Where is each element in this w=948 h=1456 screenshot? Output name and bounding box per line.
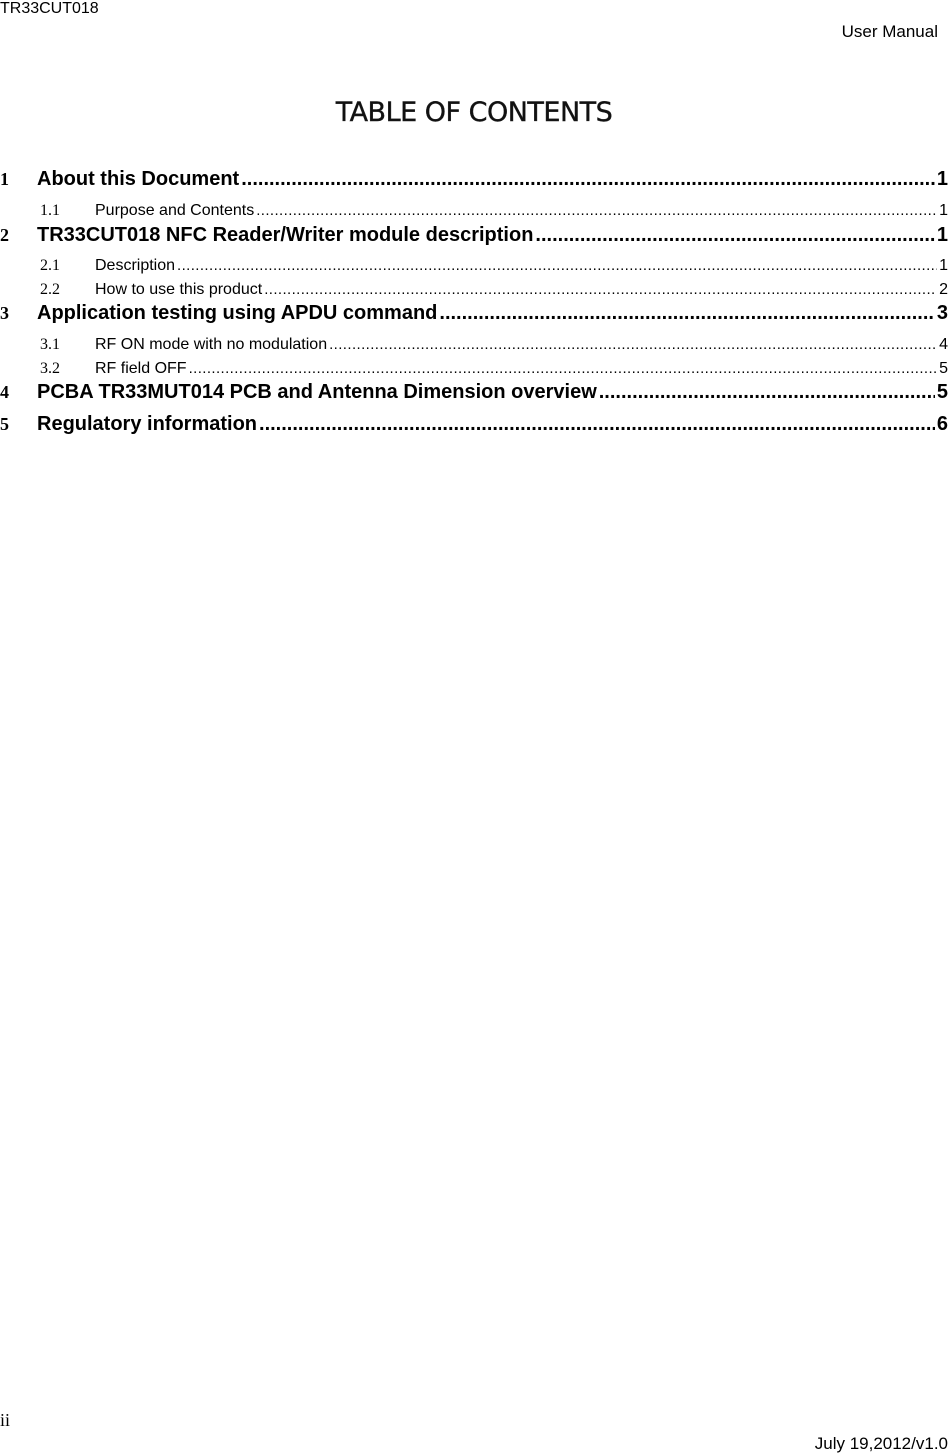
toc-entry-page: 5 bbox=[936, 381, 948, 403]
toc-entry-3-1[interactable] bbox=[0, 336, 948, 356]
toc-entry-page: 2 bbox=[939, 281, 948, 298]
toc-entry-label: Purpose and Contents bbox=[95, 202, 255, 219]
toc-entry-number: 2.2 bbox=[40, 281, 60, 298]
toc-entry-number: 5 bbox=[0, 414, 9, 434]
toc-entry-2-1[interactable] bbox=[0, 257, 948, 277]
page-title-text: TABLE OF CONTENTS bbox=[335, 97, 613, 128]
header-doc-type: User Manual bbox=[841, 22, 938, 41]
toc-entry-number: 2 bbox=[0, 225, 9, 245]
toc-entry-5[interactable] bbox=[0, 413, 948, 437]
toc-entry-page: 1 bbox=[939, 257, 948, 274]
toc-leader-dots bbox=[241, 168, 935, 191]
toc-entry-number: 1 bbox=[0, 169, 9, 189]
page-title bbox=[0, 96, 948, 130]
toc-entry-label: Description bbox=[95, 257, 176, 274]
toc-entry-label: RF ON mode with no modulation bbox=[95, 336, 328, 353]
toc-entry-2-2[interactable] bbox=[0, 281, 948, 301]
toc-entry-label: RF field OFF bbox=[95, 360, 187, 377]
toc-leader-dots bbox=[256, 202, 937, 219]
toc-entry-number: 4 bbox=[0, 382, 9, 402]
toc-leader-dots bbox=[599, 381, 935, 404]
toc-entry-page: 3 bbox=[936, 302, 948, 324]
toc-entry-number: 3.2 bbox=[40, 360, 60, 377]
toc-entry-page: 6 bbox=[936, 413, 948, 435]
toc-leader-dots bbox=[329, 336, 937, 353]
toc-entry-label: PCBA TR33MUT014 PCB and Antenna Dimension overview bbox=[37, 381, 597, 403]
toc-entry-label: TR33CUT018 NFC Reader/Writer module description bbox=[37, 224, 534, 246]
toc-entry-page: 1 bbox=[939, 202, 948, 219]
toc-leader-dots bbox=[535, 224, 934, 247]
toc-leader-dots bbox=[189, 360, 938, 377]
toc-leader-dots bbox=[177, 257, 937, 274]
toc-entry-label: Application testing using APDU command bbox=[37, 302, 438, 324]
toc-leader-dots bbox=[259, 413, 935, 436]
toc-entry-label: How to use this product bbox=[95, 281, 263, 298]
toc-entry-label: Regulatory information bbox=[37, 413, 258, 435]
toc-leader-dots bbox=[439, 302, 934, 325]
toc-entry-page: 1 bbox=[936, 168, 948, 190]
toc-entry-page: 4 bbox=[939, 336, 948, 353]
footer-date-version: July 19,2012/v1.0 bbox=[814, 1434, 948, 1453]
toc-entry-page: 5 bbox=[939, 360, 948, 377]
toc-entry-label: About this Document bbox=[37, 168, 240, 190]
header-doc-id: TR33CUT018 bbox=[0, 0, 99, 17]
toc-entry-1-1[interactable] bbox=[0, 202, 948, 222]
toc-entry-3-2[interactable] bbox=[0, 360, 948, 380]
toc-entry-3[interactable] bbox=[0, 302, 948, 326]
toc-entry-number: 3.1 bbox=[40, 336, 60, 353]
footer-page-number: ii bbox=[0, 1410, 11, 1430]
toc-entry-4[interactable] bbox=[0, 381, 948, 405]
toc-entry-number: 1.1 bbox=[40, 202, 60, 219]
toc-leader-dots bbox=[264, 281, 937, 298]
toc-entry-2[interactable] bbox=[0, 224, 948, 248]
toc-entry-number: 3 bbox=[0, 303, 9, 323]
toc-entry-1[interactable] bbox=[0, 168, 948, 192]
toc-entry-number: 2.1 bbox=[40, 257, 60, 274]
toc-entry-page: 1 bbox=[936, 224, 948, 246]
